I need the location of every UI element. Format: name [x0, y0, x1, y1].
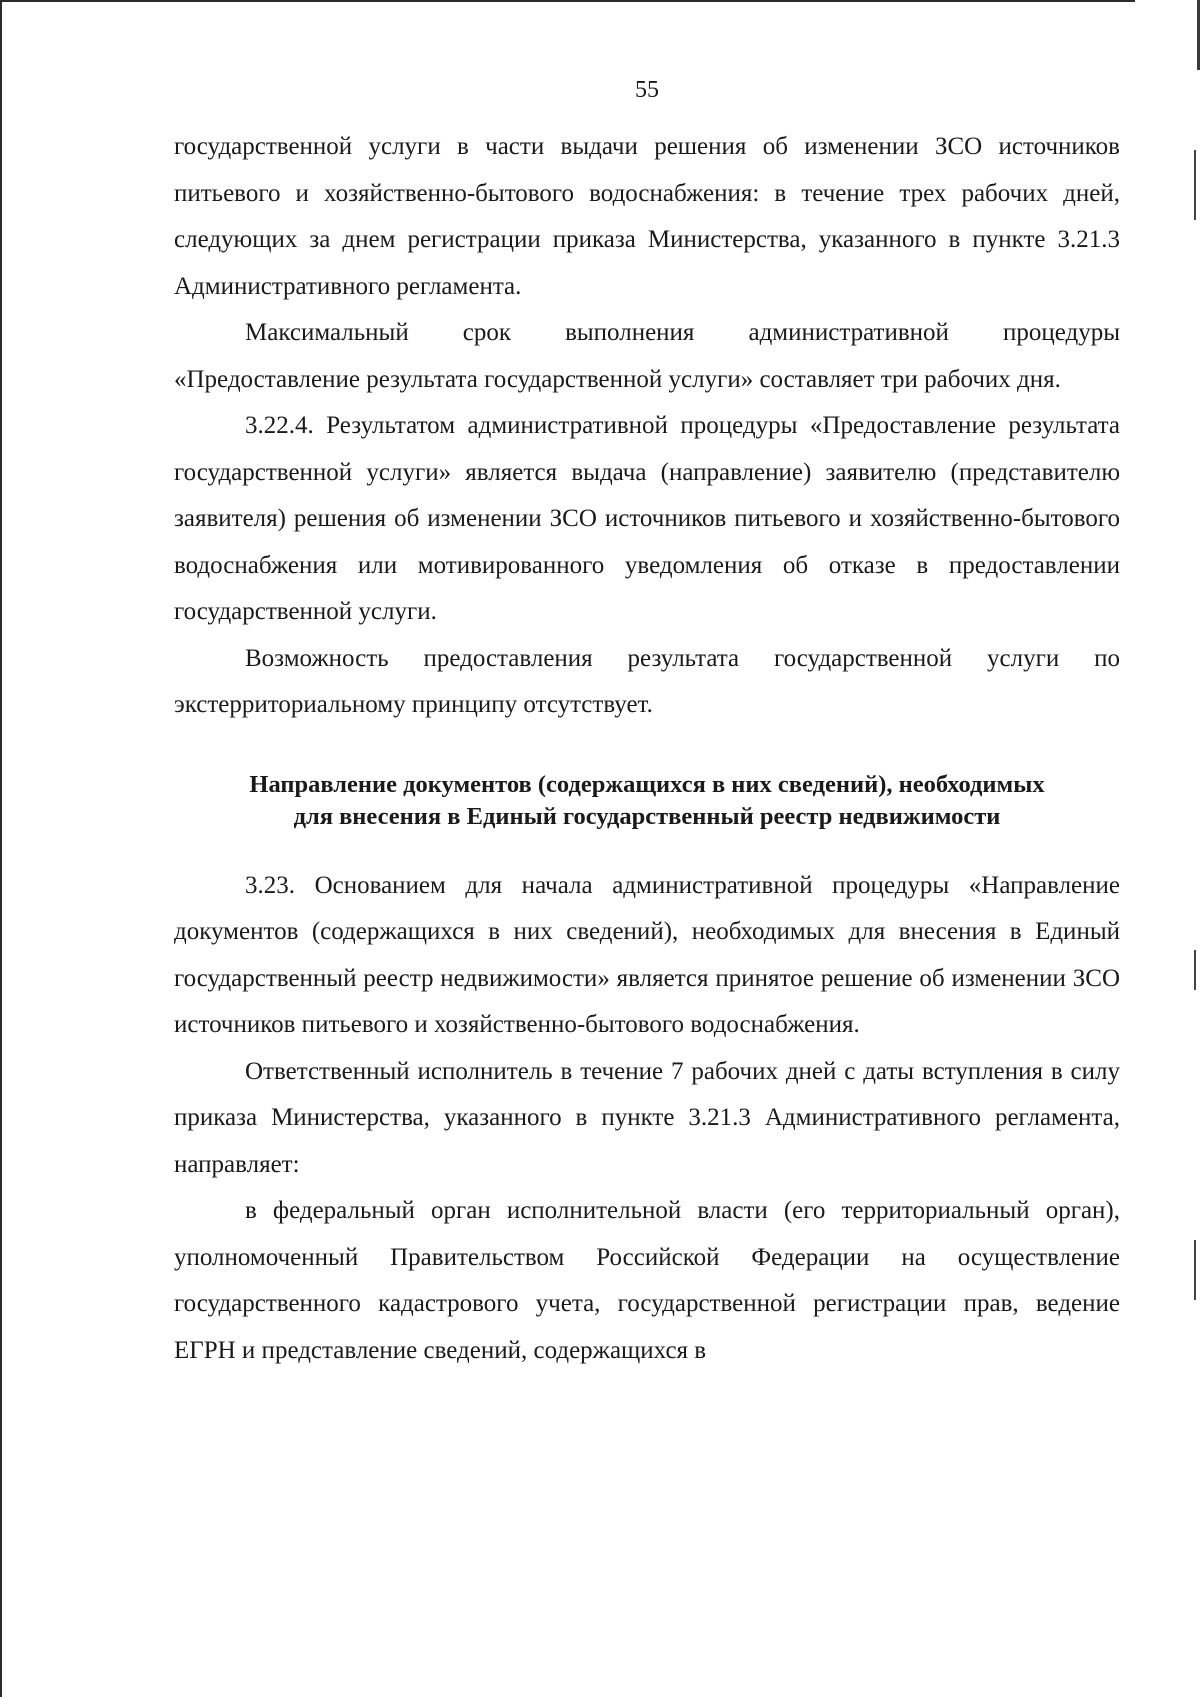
- scan-edge-top: [0, 0, 1135, 2]
- paragraph-3-23: 3.23. Основанием для начала административной процедуры «Направление документов (содержащихся в них сведений), необходимых для внесения в Единый государственный реестр недвижимости» является принятое решение об изменении ЗСО источников питьевого и хозяйственно-бытового водоснабжения.: [174, 871, 1120, 1038]
- scan-mark: [1194, 950, 1196, 990]
- document-page: [174, 70, 1120, 1374]
- paragraph-continuation: государственной услуги в части выдачи решения об изменении ЗСО источников питьевого и хозяйственно-бытового водоснабжения: в течение трех рабочих дней, следующих за днем регистрации приказа Министерства, указанного в пункте 3.21.3 Административного регламента.: [174, 133, 1120, 300]
- paragraph-max-duration: Максимальный срок выполнения административной процедуры «Предоставление результата государственной услуги» составляет три рабочих дня.: [174, 319, 1120, 393]
- section-heading-line-1: Направление документов (содержащихся в них сведений), необходимых: [249, 770, 1045, 798]
- section-heading-line-2: для внесения в Единый государственный реестр недвижимости: [293, 802, 1001, 830]
- paragraph-exterritorial: Возможность предоставления результата государственной услуги по экстерриториальному принципу отсутствует.: [174, 644, 1120, 718]
- paragraph-3-22-4: 3.22.4. Результатом административной процедуры «Предоставление результата государственной услуги» является выдача (направление) заявителю (представителю заявителя) решения об изменении ЗСО источников питьевого и хозяйственно-бытового водоснабжения или мотивированного уведомления об отказе в предоставлении государственной услуги.: [174, 412, 1120, 625]
- paragraph-federal-body: в федеральный орган исполнительной власти (его территориальный орган), уполномоченный Правительством Российской Федерации на осуществление государственного кадастрового учета, государственной регистрации прав, ведение ЕГРН и представление сведений, содержащихся в: [174, 1197, 1120, 1364]
- paragraph-responsible-executor: Ответственный исполнитель в течение 7 рабочих дней с даты вступления в силу приказа Министерства, указанного в пункте 3.21.3 Административного регламента, направляет:: [174, 1057, 1120, 1178]
- page-number: 55: [635, 77, 659, 103]
- section-heading: [174, 769, 1120, 833]
- scan-mark: [1194, 1240, 1196, 1300]
- scan-mark: [1194, 150, 1196, 220]
- scan-edge-left: [0, 0, 2, 1697]
